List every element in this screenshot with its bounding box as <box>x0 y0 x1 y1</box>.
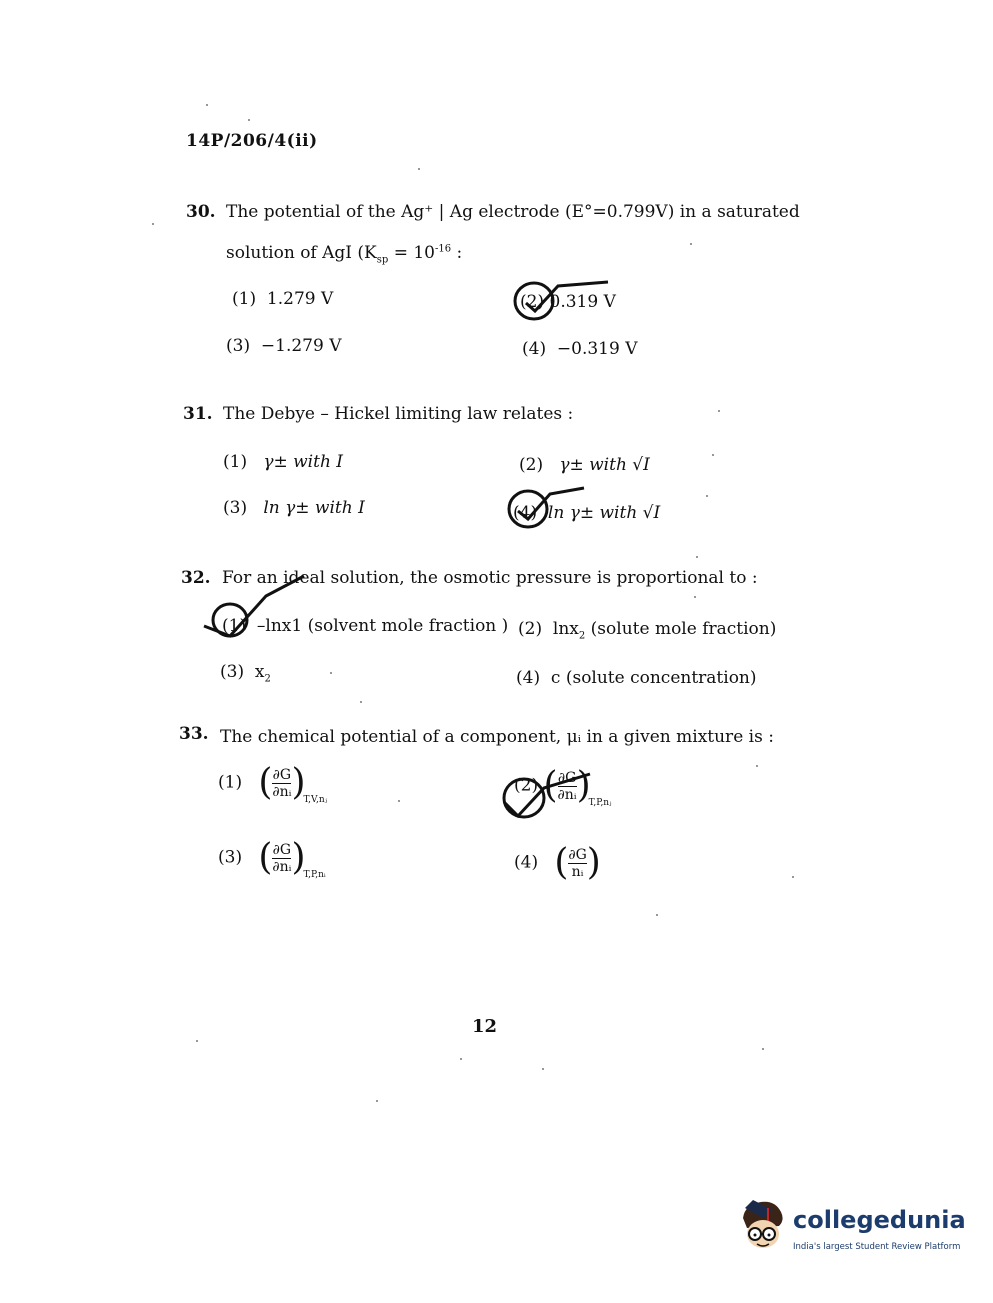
question-30-text-line1: The potential of the Ag⁺ | Ag electrode (E°=0.799V) in a saturated <box>226 202 800 222</box>
question-30-number: 30. <box>186 202 216 222</box>
brand-tagline: India's largest Student Review Platform <box>793 1242 961 1252</box>
q31-option-1: (1) γ± with I <box>223 452 344 472</box>
question-33-text: The chemical potential of a component, μᵢ in a given mixture is : <box>220 727 774 747</box>
question-32-number: 32. <box>181 568 211 588</box>
scan-speck <box>690 243 692 245</box>
page-number: 12 <box>472 1016 498 1037</box>
scan-speck <box>206 104 208 106</box>
scan-speck <box>756 765 758 767</box>
scan-speck <box>398 800 400 802</box>
scan-speck <box>196 1040 198 1042</box>
scan-speck <box>792 876 794 878</box>
q33-option-4: (4) ( $\frac{\partial G}{\text{nᵢ}}$ ) <box>514 842 601 883</box>
q33-option-3: (3) ( $\frac{\partial G}{\text{∂nᵢ}}$ )$_{T,P,nᵢ}$ <box>218 837 326 880</box>
scan-speck <box>360 701 362 703</box>
scan-speck <box>656 914 658 916</box>
scan-speck <box>696 556 698 558</box>
scan-speck <box>460 1058 462 1060</box>
scan-speck <box>694 596 696 598</box>
collegedunia-watermark <box>735 1196 965 1266</box>
scan-speck <box>542 1068 544 1070</box>
q32-option-3: (3) $x_2$ <box>220 662 271 685</box>
q32-option-2: (2) lnx$_2$ (solute mole fraction) <box>518 619 777 642</box>
q30-option-2: (2) 0.319 V <box>520 292 616 312</box>
q31-option-2: (2) γ± with √I <box>519 455 650 475</box>
question-32-text: For an ideal solution, the osmotic pressure is proportional to : <box>222 568 758 588</box>
q32-option-4: (4) c (solute concentration) <box>516 668 757 688</box>
paper-code: 14P/206/4(ii) <box>186 131 318 151</box>
q31-option-4: (4) ln γ± with √I <box>513 503 661 523</box>
q30-option-1: (1) 1.279 V <box>232 289 334 309</box>
scan-speck <box>248 119 250 121</box>
scan-speck <box>330 672 332 674</box>
scan-speck <box>418 168 420 170</box>
q33-option-1: (1) ( $\frac{\partial G}{\text{∂nᵢ}}$ )$_{T,V,nⱼ}$ <box>218 762 327 805</box>
mascot-logo-icon <box>735 1196 791 1258</box>
q32-option-1: (1) –lnx1 (solvent mole fraction ) <box>222 616 509 636</box>
scan-speck <box>718 410 720 412</box>
question-33-number: 33. <box>179 724 209 744</box>
question-30-text-line2: solution of AgI ($K_{sp} = 10^{-16}$ : <box>226 243 463 266</box>
q30-option-3: (3) −1.279 V <box>226 336 342 356</box>
q33-option-2: (2) ( $\frac{\partial G}{\text{∂nᵢ}}$ )$_{T,P,nⱼ}$ <box>514 765 612 808</box>
question-31-number: 31. <box>183 404 213 424</box>
brand-name: collegedunia <box>793 1206 966 1234</box>
scan-speck <box>706 495 708 497</box>
scan-speck <box>152 223 154 225</box>
question-31-text: The Debye – Hickel limiting law relates : <box>223 404 574 424</box>
scan-speck <box>712 454 714 456</box>
scan-speck <box>762 1048 764 1050</box>
q31-option-3: (3) ln γ± with I <box>223 498 365 518</box>
scan-speck <box>376 1100 378 1102</box>
q30-option-4: (4) −0.319 V <box>522 339 638 359</box>
